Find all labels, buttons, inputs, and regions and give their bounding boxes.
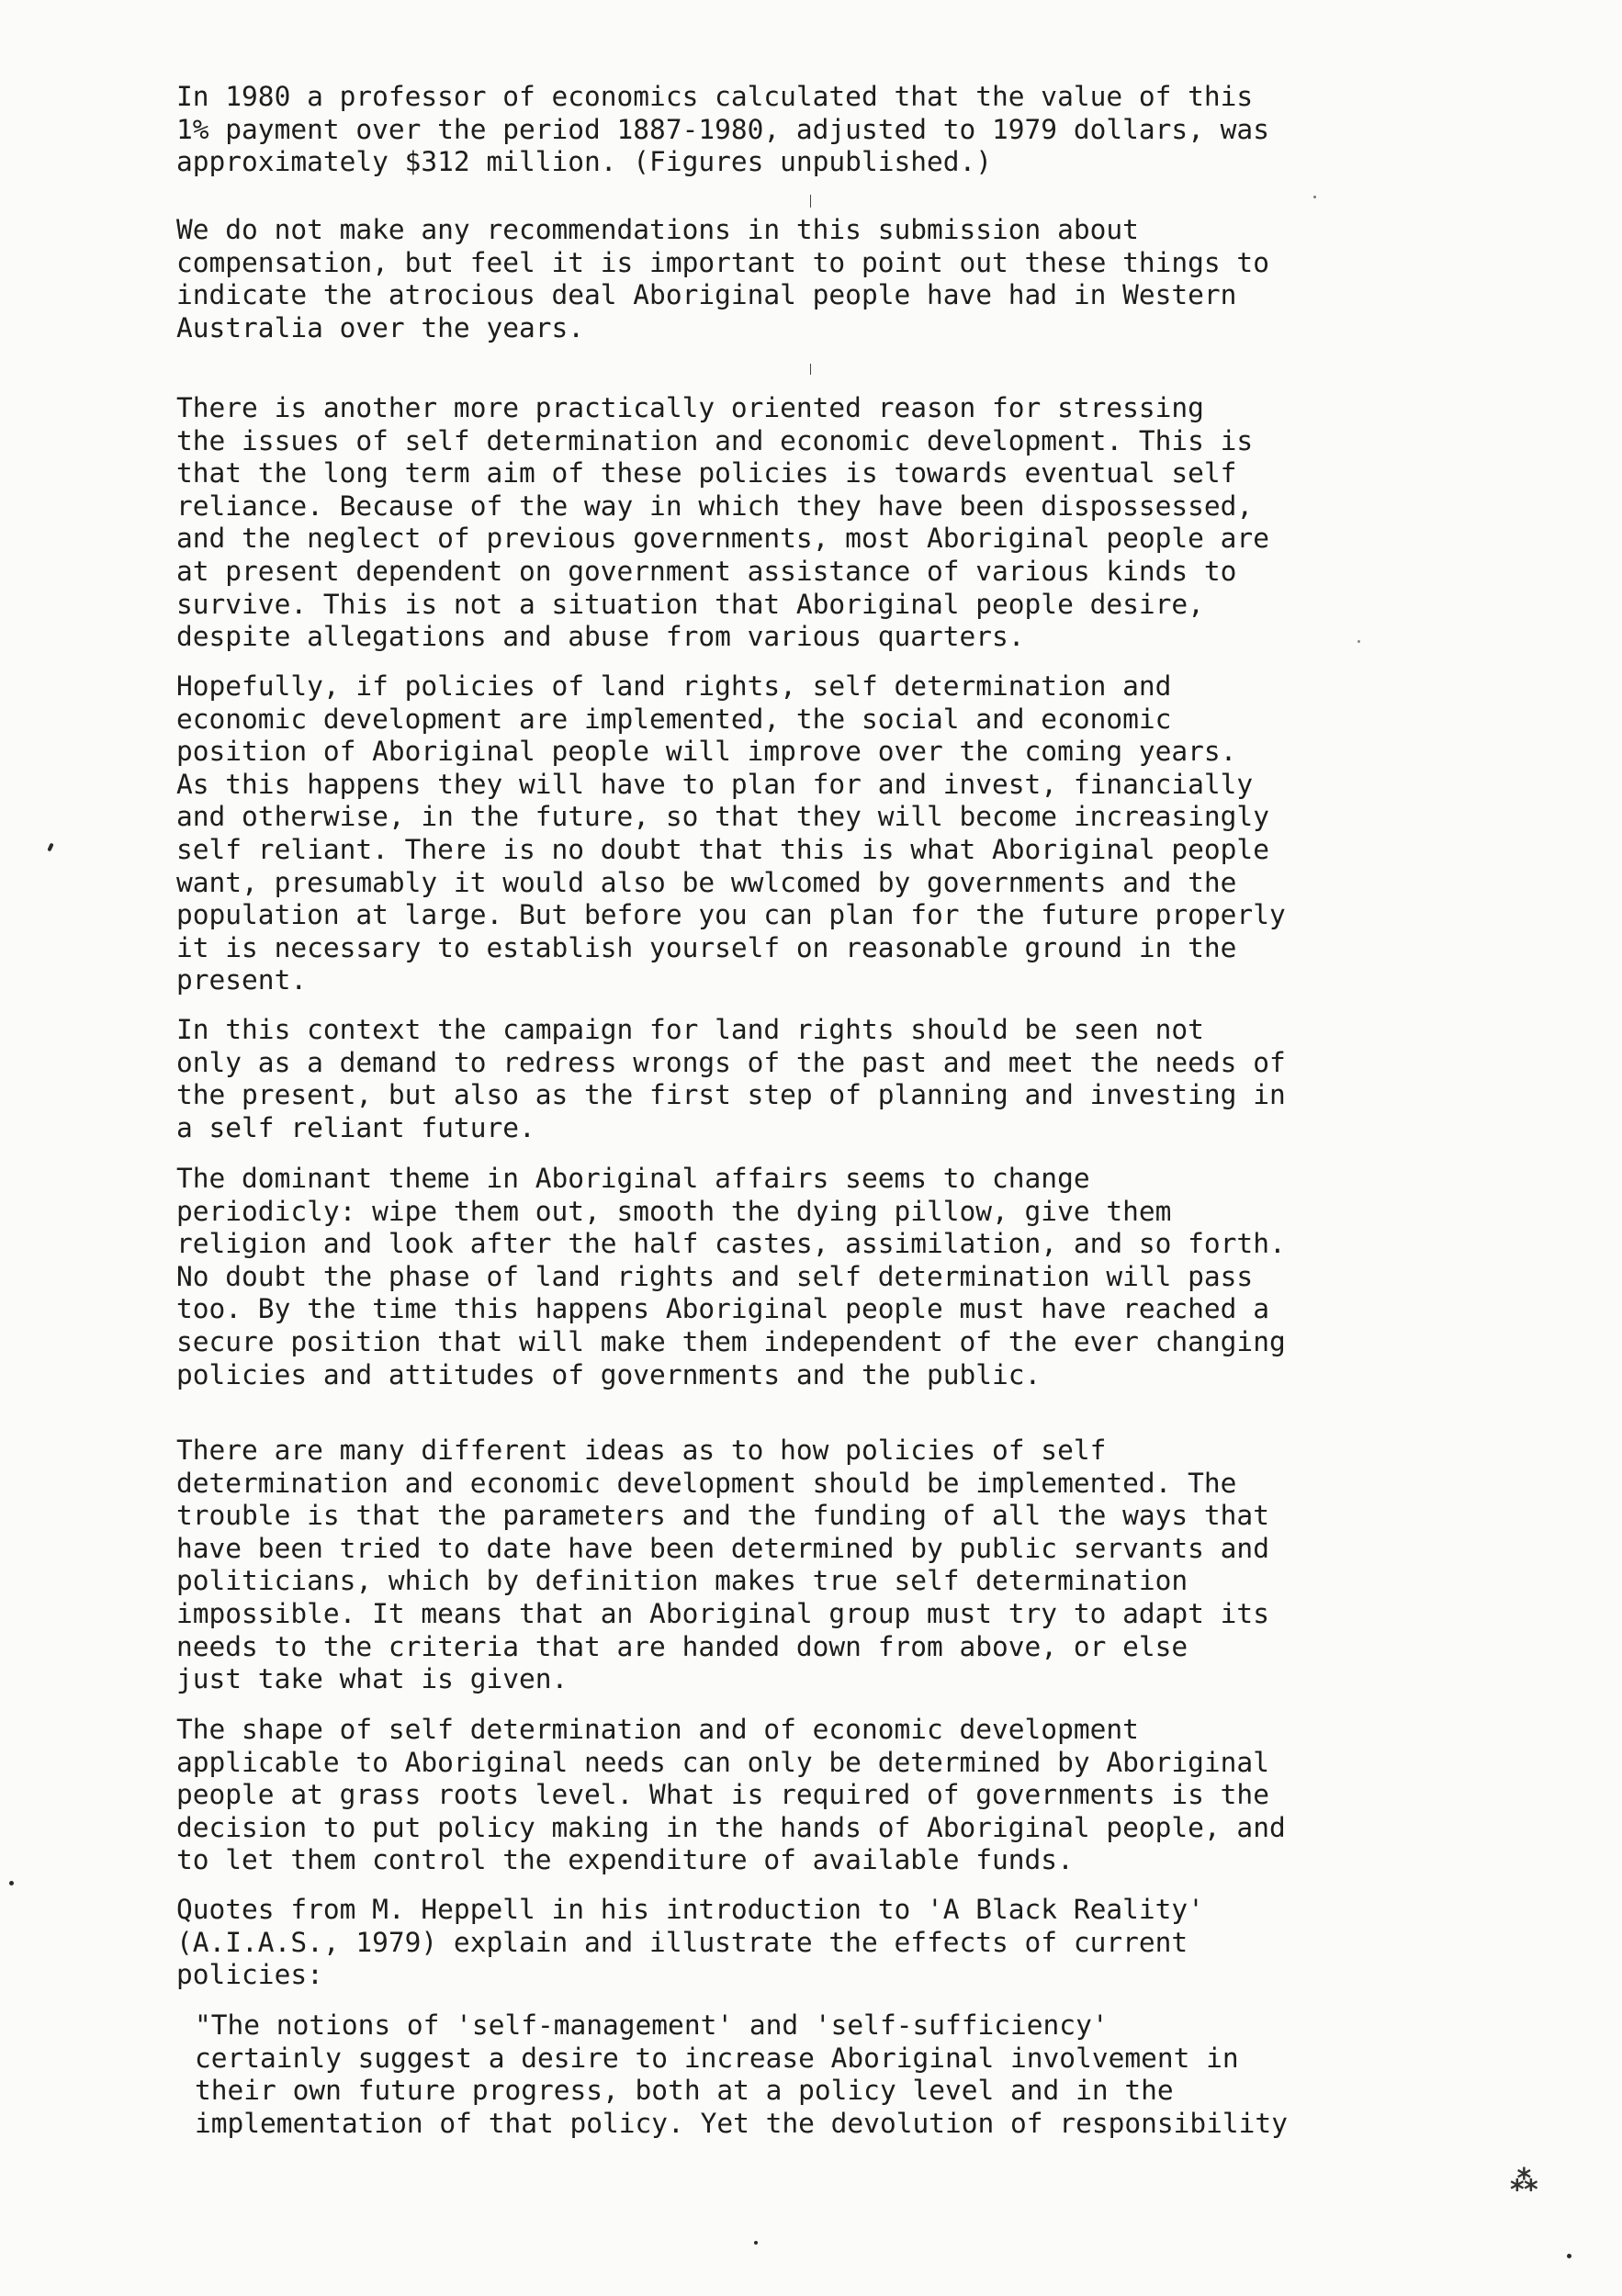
block-quote-heppell: "The notions of 'self-management' and 'self-sufficiency' certainly suggest a desire to increase Aboriginal involvement in their own future progress, both at a policy level and in the implementation of that policy. Yet the devolution of responsibility bbox=[195, 2009, 1288, 2139]
paragraph-shape-of-self-determination: The shape of self determination and of economic development applicable to Aboriginal needs can only be determined by Aboriginal people at grass roots level. What is required of governments is the decision to put policy making in the hands of Aboriginal people, and to let them control the expenditure of available funds. bbox=[176, 1714, 1286, 1876]
stamp-mark: ⁂ bbox=[1510, 2166, 1538, 2198]
speck-mark bbox=[9, 1881, 14, 1885]
speck-mark bbox=[1313, 196, 1316, 198]
paper-tick-mark bbox=[810, 195, 811, 208]
paragraph-compensation-figure: In 1980 a professor of economics calculated that the value of this 1% payment over the period 1887-1980, adjusted to 1979 dollars, was approximately $312 million. (Figures unpublished.) bbox=[176, 81, 1269, 178]
paper-tick-mark bbox=[810, 364, 811, 375]
speck-mark bbox=[754, 2241, 758, 2245]
paragraph-heppell-quotes-intro: Quotes from M. Heppell in his introduction to 'A Black Reality' (A.I.A.S., 1979) explain and illustrate the effects of current policies: bbox=[176, 1894, 1204, 1991]
speck-mark bbox=[1567, 2254, 1571, 2258]
paragraph-dominant-theme: The dominant theme in Aboriginal affairs seems to change periodicly: wipe them out, smooth the dying pillow, give them religion and look after the half castes, assimilation, and so forth. No doubt the phase of land rights and self determination will pass too. By the time this happens Aboriginal people must have reached a secure position that will make them independent of the ever changing policies and attitudes of governments and the public. bbox=[176, 1163, 1286, 1390]
paragraph-no-recommendations: We do not make any recommendations in this submission about compensation, but feel it is important to point out these things to indicate the atrocious deal Aboriginal people have had in Western Australia over the years. bbox=[176, 214, 1269, 343]
speck-mark bbox=[1357, 640, 1360, 643]
paragraph-different-ideas: There are many different ideas as to how policies of self determination and economic development should be implemented. The trouble is that the parameters and the funding of all the ways that have been tried to date have been determined by public servants and politicians, which by definition makes true self determination impossible. It means that an Aboriginal group must try to adapt its needs to the criteria that are handed down from above, or else just take what is given. bbox=[176, 1435, 1269, 1695]
paragraph-campaign-context: In this context the campaign for land rights should be seen not only as a demand to redress wrongs of the past and meet the needs of the present, but also as the first step of planning and investing in a self reliant future. bbox=[176, 1014, 1286, 1143]
paragraph-self-reliance-reason: There is another more practically oriented reason for stressing the issues of self determination and economic development. This is that the long term aim of these policies is towards eventual self reliance. Because of the way in which they have been dispossessed, and the neglect of previous governments, most Aboriginal people are at present dependent on government assistance of various kinds to survive. This is not a situation that Aboriginal people desire, despite allegations and abuse from various quarters. bbox=[176, 392, 1269, 653]
margin-mark bbox=[47, 843, 53, 852]
paragraph-hopefully-land-rights: Hopefully, if policies of land rights, self determination and economic development are implemented, the social and economic position of Aboriginal people will improve over the coming years. As this happens they will have to plan for and invest, financially and otherwise, in the future, so that they will become increasingly self reliant. There is no doubt that this is what Aboriginal people want, presumably it would also be wwlcomed by governments and the population at large. But before you can plan for the future properly it is necessary to establish yourself on reasonable ground in the present. bbox=[176, 670, 1286, 996]
